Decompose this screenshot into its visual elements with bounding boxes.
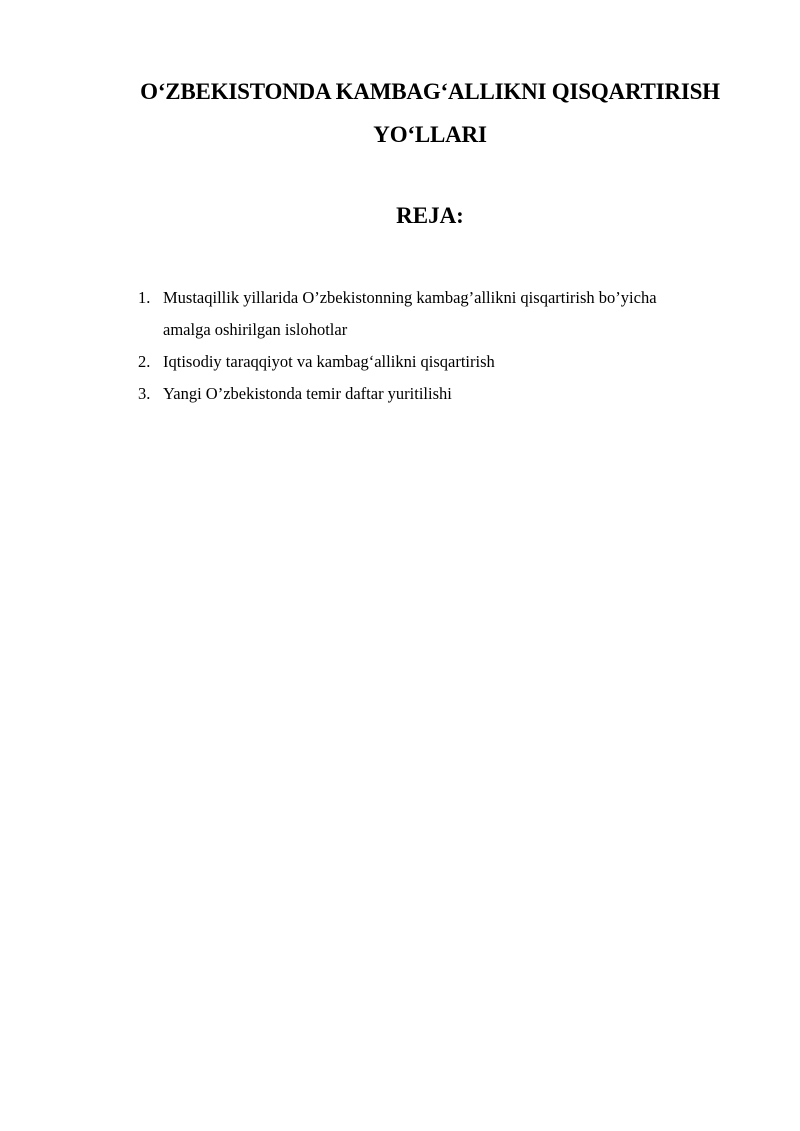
plan-item-number: 2.: [138, 352, 151, 371]
plan-item-number: 3.: [138, 384, 151, 403]
plan-heading: REJA:: [396, 203, 464, 228]
title-line-1: O‘ZBEKISTONDA KAMBAG‘ALLIKNI QISQARTIRISH: [140, 79, 720, 104]
plan-item-text: [163, 282, 738, 346]
plan-item-number: 1.: [138, 288, 151, 307]
plan-item-text-line-2: amalga oshirilgan islohotlar: [163, 320, 348, 339]
plan-item-3: [138, 378, 738, 410]
plan-list: [138, 282, 738, 410]
plan-item-2: [138, 346, 738, 378]
plan-item-text: Yangi O’zbekistonda temir daftar yuritilishi: [163, 384, 452, 403]
document-title: [100, 70, 760, 156]
plan-item-text-line-1: Mustaqillik yillarida O’zbekistonning kambag’allikni qisqartirish bo’yicha: [163, 288, 657, 307]
plan-item-1: [138, 282, 738, 346]
plan-item-text: Iqtisodiy taraqqiyot va kambag‘allikni qisqartirish: [163, 352, 495, 371]
title-line-2: YO‘LLARI: [373, 122, 487, 147]
